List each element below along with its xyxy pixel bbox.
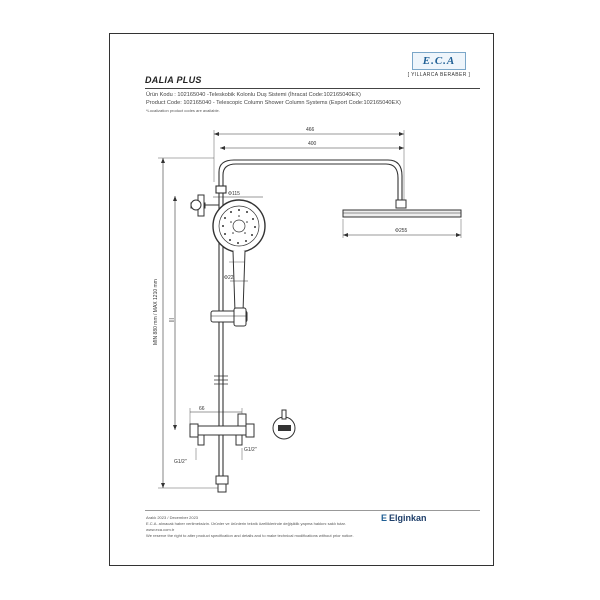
- slider-holder: [211, 308, 247, 326]
- thread-left-label: G1/2": [174, 459, 187, 465]
- dim-vertical-label: MIN 880 mm / MAX 1210 mm: [153, 279, 159, 345]
- elginkan-text: Elginkan: [389, 513, 427, 523]
- dim-255-label: Φ255: [395, 228, 408, 234]
- product-code-tr: Ürün Kodu : 102165040 -Teleskobik Kolonlu Duş Sistemi (İhracat Code:102165040EX): [146, 92, 361, 98]
- product-code-en: Product Code: 102165040 - Telescopic Column Shower Column Systems (Export Code:102165040EX): [146, 100, 401, 106]
- dimension-vertical: [153, 158, 222, 488]
- dim-115-label: Φ115: [228, 191, 240, 197]
- localization-note: *Localization product codes are available.: [146, 108, 220, 113]
- footer-rule: [145, 510, 480, 511]
- elginkan-mark: E: [381, 513, 388, 523]
- thread-right-label: G1/2": [244, 447, 257, 453]
- dim-inner-mark: |||: [169, 318, 175, 322]
- rain-shower-head: [343, 200, 461, 238]
- wall-bracket: [191, 195, 219, 216]
- dim-66-label: 66: [199, 406, 205, 412]
- product-title: DALIA PLUS: [145, 75, 202, 85]
- dim-22-label: Φ22: [224, 275, 234, 281]
- mixer-side-view: [273, 410, 295, 439]
- dimension-400: [220, 141, 404, 150]
- footer-disclaimer-tr: E.C.A. alınacak haber verilmeksizin. Ürünler ve ürünlerin teknik özelliklerinde değişiklik yapma hakkını saklı tutar.: [146, 521, 346, 526]
- logo-text: E.C.A: [422, 55, 456, 67]
- hand-shower: [213, 191, 265, 312]
- dim-400-label: 400: [308, 141, 317, 147]
- footer-url: www.eca.com.tr: [146, 527, 175, 532]
- logo-tagline: [ YILLARCA BERABER ]: [407, 72, 471, 78]
- elginkan-logo: [381, 513, 427, 523]
- dim-466-label: 466: [306, 127, 315, 133]
- footer-disclaimer-en: We reserve the right to alter product specification and details and to make technical modifications without prior notice.: [146, 533, 354, 538]
- thermostatic-mixer: [174, 406, 257, 492]
- footer-date: Aralık 2023 / December 2023: [146, 515, 199, 520]
